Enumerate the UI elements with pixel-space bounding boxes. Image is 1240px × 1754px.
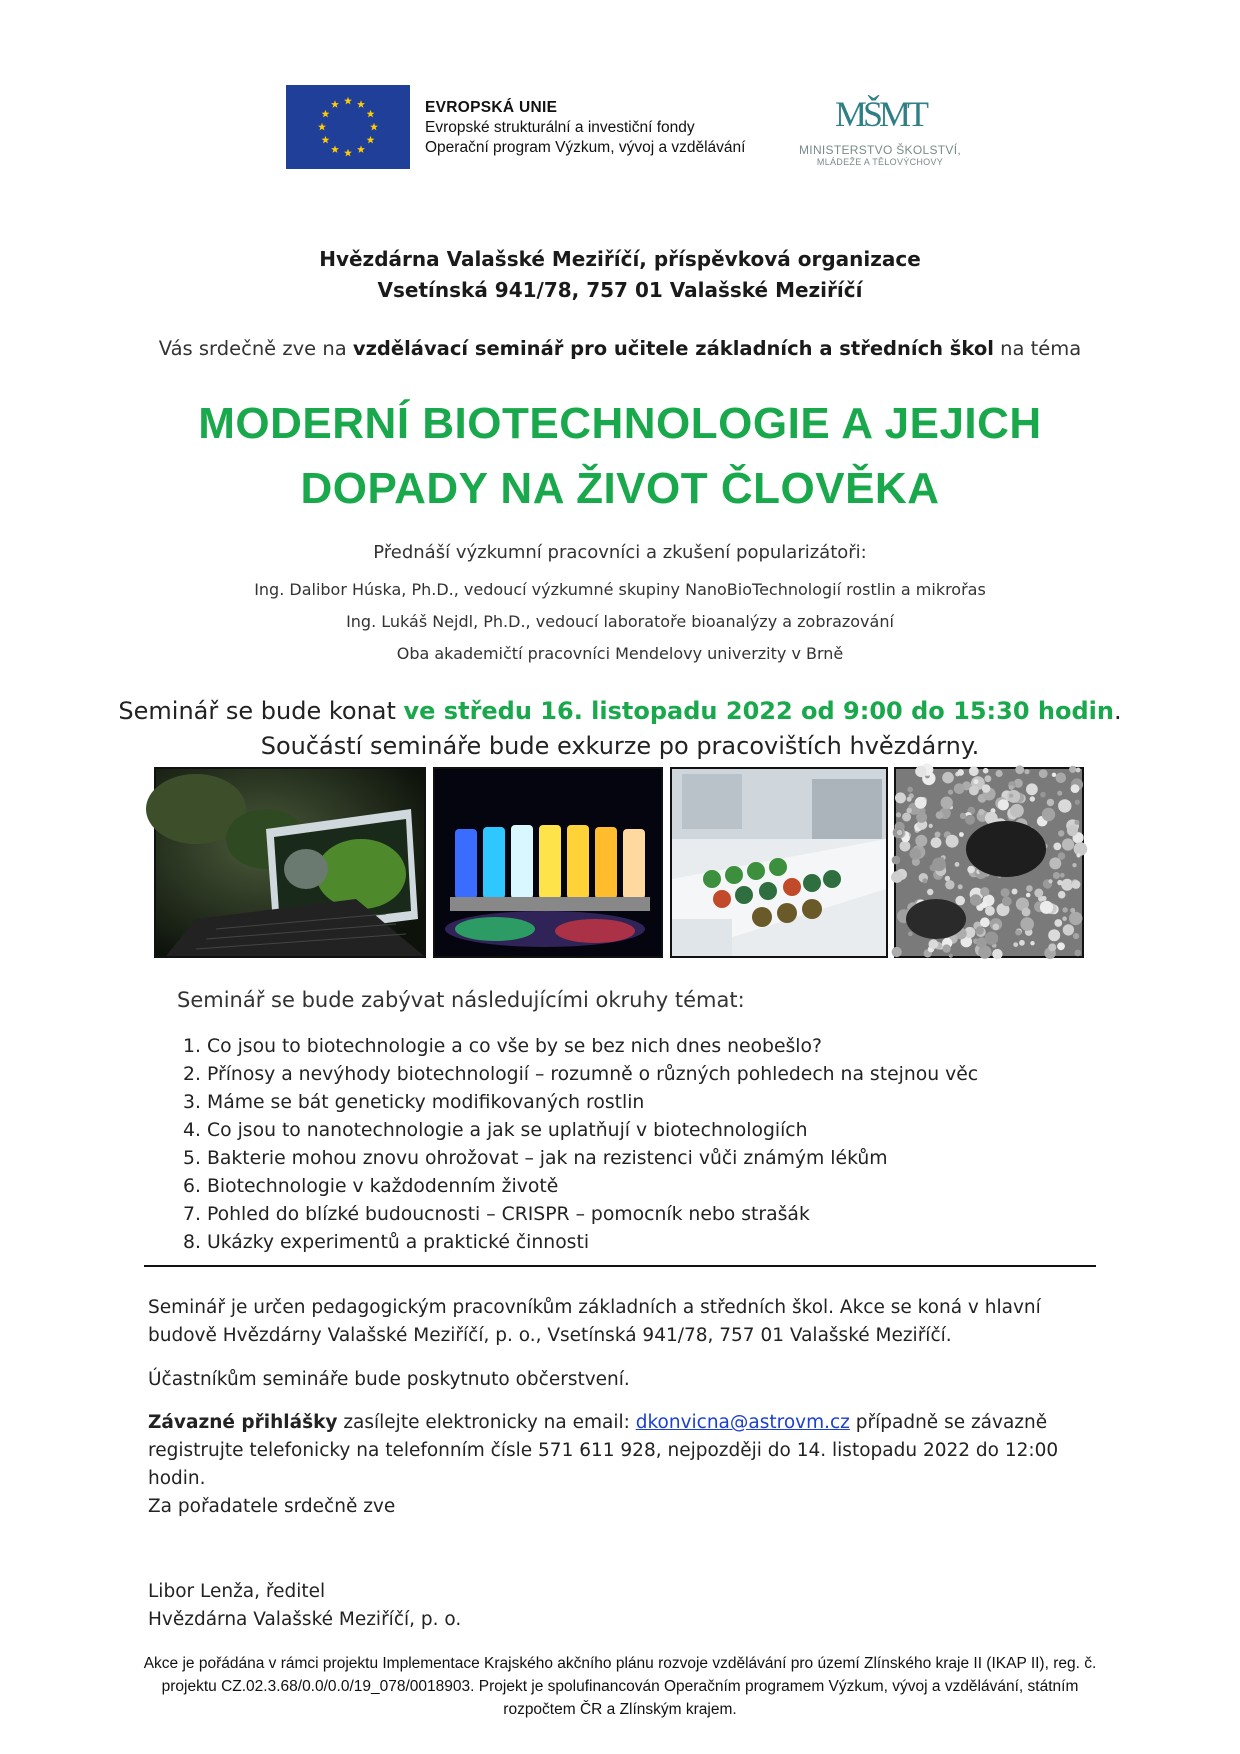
topic-item: 2. Přínosy a nevýhody biotechnologií – rozumně o různých pohledech na stejnou věc: [183, 1064, 979, 1085]
eu-star-icon: [331, 100, 339, 108]
topic-item: 7. Pohled do blízké budoucnosti – CRISPR – pomocník nebo strašák: [183, 1204, 810, 1225]
topics-heading: Seminář se bude zabývat následujícími okruhy témat:: [177, 988, 745, 1012]
msmt-name-line2: MLÁDEŽE A TĚLOVÝCHOVY: [816, 157, 944, 167]
photo-laboratory: [670, 767, 888, 958]
eu-star-icon: [321, 110, 329, 118]
eu-star-icon: [321, 136, 329, 144]
signatory-name: Libor Lenža, ředitel: [148, 1581, 326, 1602]
lecturers-heading: Přednáší výzkumní pracovníci a zkušení popularizátoři:: [373, 542, 867, 563]
eu-star-icon: [318, 123, 326, 131]
eu-star-icon: [344, 97, 352, 105]
project-footnote: Akce je pořádána v rámci projektu Implementace Krajského akčního plánu rozvoje vzdělávání pro území Zlínského kraje II (IKAP II), reg. č. projektu CZ.02.3.68/0.0/0.0/19_078/0018903. Projekt je spolufinancován Operačním programem Výzkum, vývoj a vzdělávání, státním rozpočtem ČR a Zlínským krajem.: [143, 1655, 1097, 1718]
email-link[interactable]: dkonvicna@astrovm.cz: [635, 1412, 850, 1433]
seminar-title-line2: DOPADY NA ŽIVOT ČLOVĚKA: [300, 464, 940, 513]
organizer-name: Hvězdárna Valašské Meziříčí, příspěvková organizace: [319, 247, 921, 271]
msmt-logo: [790, 88, 970, 168]
eu-star-icon: [367, 110, 375, 118]
audience-paragraph: Seminář je určen pedagogickým pracovníkům základních a středních škol. Akce se koná v hlavní budově Hvězdárny Valašské Meziříčí, p. o., Vsetínská 941/78, 757 01 Valašské Meziříčí.: [148, 1297, 1041, 1346]
topic-item: 8. Ukázky experimentů a praktické činnosti: [183, 1232, 590, 1253]
svg-text:MŠMT: MŠMT: [834, 94, 926, 134]
topics-list: [183, 1033, 978, 1257]
lecturers-affiliation: Oba akademičtí pracovníci Mendelovy univerzity v Brně: [396, 644, 844, 663]
seminar-date-line: Seminář se bude konat ve středu 16. listopadu 2022 od 9:00 do 15:30 hodin.: [118, 697, 1122, 725]
eu-flag-logo: [286, 85, 410, 169]
section-divider: [144, 1265, 1096, 1267]
topic-item: 1. Co jsou to biotechnologie a co vše by se bez nich dnes neobešlo?: [183, 1036, 822, 1057]
seminar-date: ve středu 16. listopadu 2022 od 9:00 do 15:30 hodin: [403, 697, 1114, 725]
refreshments-paragraph: Účastníkům semináře bude poskytnuto občerstvení.: [148, 1369, 630, 1390]
eu-star-icon: [367, 136, 375, 144]
closing-line: Za pořadatele srdečně zve: [148, 1496, 396, 1517]
organizer-address: Vsetínská 941/78, 757 01 Valašské Meziříčí: [377, 278, 863, 302]
invitation-highlight: vzdělávací seminář pro učitele základních a středních škol: [352, 337, 994, 360]
topic-item: 4. Co jsou to nanotechnologie a jak se uplatňují v biotechnologiích: [183, 1120, 808, 1141]
msmt-name-line1: MINISTERSTVO ŠKOLSTVÍ,: [799, 143, 961, 157]
topic-item: 6. Biotechnologie v každodenním životě: [183, 1176, 559, 1197]
seminar-title-line1: MODERNÍ BIOTECHNOLOGIE A JEJICH: [198, 399, 1042, 448]
eu-star-icon: [357, 100, 365, 108]
registration-paragraph: Závazné přihlášky zasílejte elektronicky na email: dkonvicna@astrovm.cz případně se závazně registrujte telefonicky na telefonním čísle 571 611 928, nejpozději do 14. listopadu 2022 do 12:00 hodin.: [148, 1412, 1059, 1489]
lecturer-1: Ing. Dalibor Húska, Ph.D., vedoucí výzkumné skupiny NanoBioTechnologií rostlin a mikrořas: [254, 580, 986, 599]
eu-star-icon: [370, 123, 378, 131]
topic-item: 5. Bakterie mohou znovu ohrožovat – jak na rezistenci vůči známým lékům: [183, 1148, 888, 1169]
eu-stars-icon: [286, 85, 410, 169]
signatory-org: Hvězdárna Valašské Meziříčí, p. o.: [148, 1609, 462, 1630]
eu-logo-text: [425, 98, 745, 158]
eu-funds: Evropské strukturální a investiční fondy: [425, 119, 695, 136]
excursion-line: Součástí semináře bude exkurze po pracovištích hvězdárny.: [260, 732, 980, 760]
photo-microscopy: [894, 767, 1084, 958]
registration-label: Závazné přihlášky: [148, 1412, 338, 1433]
msmt-mark-icon: [834, 88, 926, 134]
photo-fluorescent-vials: [433, 767, 663, 958]
photo-laptop-plants: [154, 767, 426, 958]
eu-title: EVROPSKÁ UNIE: [425, 99, 558, 116]
lecturer-2: Ing. Lukáš Nejdl, Ph.D., vedoucí laboratoře bioanalýzy a zobrazování: [346, 612, 894, 631]
eu-star-icon: [331, 145, 339, 153]
topic-item: 3. Máme se bát geneticky modifikovaných rostlin: [183, 1092, 645, 1113]
eu-star-icon: [357, 145, 365, 153]
eu-program: Operační program Výzkum, vývoj a vzdělávání: [425, 139, 746, 156]
eu-star-icon: [344, 149, 352, 157]
invitation-line: Vás srdečně zve na vzdělávací seminář pro učitele základních a středních škol na téma: [158, 337, 1082, 360]
